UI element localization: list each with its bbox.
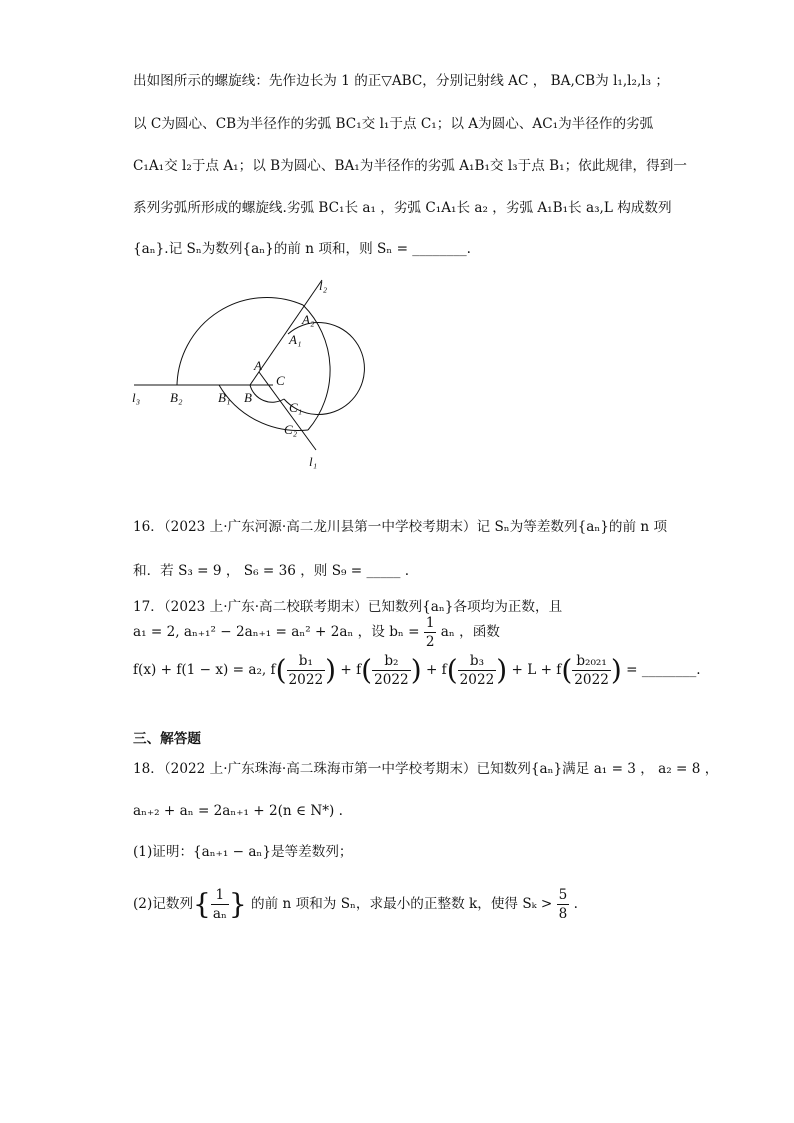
p17-plus-f-1: + f [340,662,362,678]
p17-f4 [572,652,611,689]
p17-f2-den: 2022 [374,672,409,688]
p17-frac-half-den: 2 [425,634,435,650]
p17-f3-den: 2022 [459,672,495,688]
p15-line1: 出如图所示的螺旋线：先作边长为 1 的正▽ABC，分别记射线 AC ， BA,CB为 l₁,l₂,l₃ ； [133,73,670,89]
p18-part2-c: . [573,896,578,912]
p17-ellipsis: + L + f [511,662,562,678]
p17-frac-half [424,614,437,651]
p15-line4: 系列劣弧所形成的螺旋线.劣弧 BC₁长 a₁ ，劣弧 C₁A₁长 a₂ ，劣弧 A₁B₁长 a₃,L 构成数列 [133,200,672,216]
p17-f3-num: b₃ [458,652,497,671]
p16-line2: 和．若 S₃ = 9 ， S₆ = 36 ，则 S₉ = _____ . [133,563,410,579]
label-b1: B₁ [218,390,231,405]
p18-part2: (2)记数列{ $\frac{1}{\text{aₙ}}$ } 的前 n 项和为 Sₙ，求最小的正整数 k，使得 Sₖ > $\frac{5}{8}$ . [133,887,578,922]
p18-part1: (1)证明：{aₙ₊₁ − aₙ}是等差数列； [133,844,353,860]
p17-eq: = ________. [626,662,701,678]
label-b2: B₂ [170,390,183,405]
label-c1: C₁ [289,400,303,415]
p18-frac-recip [211,886,229,923]
p18-frac-58 [557,886,570,923]
p17-f4-num: b₂₀₂₁ [572,652,611,671]
p16-line1: 16．（2023 上·广东河源·高二龙川县第一中学校考期末）记 Sₙ为等差数列{aₙ}的前 n 项 [133,519,668,535]
p18-part2-a: (2)记数列 [133,896,194,912]
p17-line3: f(x) + f(1 − x) = a₂, f( $\frac{\text{b₁}}{2022}$ ) + f( $\frac{\text{b₂}}{2022}$ ) + f( $\frac{\text{b₃}}{2022}$ ) + L + f( $\frac{\text{b₂₀₂₁}}{2022}$ ) = ________. [133,653,701,688]
p18-frac-58-num: 5 [558,887,568,903]
p17-f3 [458,652,497,689]
p17-f4-den: 2022 [574,672,609,688]
label-l1: l₁ [309,454,318,469]
p15-line5: {aₙ}.记 Sₙ为数列{aₙ}的前 n 项和，则 Sₙ = ________. [133,241,471,257]
ray-l1 [259,372,316,450]
p17-line2-a: a₁ = 2, aₙ₊₁² − 2aₙ₊₁ = aₙ² + 2aₙ ，设 bₙ = [133,624,420,640]
p17-line2 [133,614,500,651]
p18-line2: aₙ₊₂ + aₙ = 2aₙ₊₁ + 2(n ∈ N*) . [133,803,343,819]
label-a: A [254,358,262,373]
p17-frac-half-num: 1 [425,615,435,631]
section-title: 三、解答题 [133,731,201,747]
p17-line3-a: f(x) + f(1 − x) = a₂, f [133,662,276,678]
p15-line2: 以 C为圆心、CB为半径作的劣弧 BC₁交 l₁于点 C₁；以 A为圆心、AC₁为半径作的劣弧 [133,116,654,132]
p17-line2-b: aₙ ，函数 [440,624,500,640]
label-c2: C₂ [284,422,298,437]
p18-frac-recip-den: aₙ [212,906,227,922]
p17-line1: 17．（2023 上·广东·高二校联考期末）已知数列{aₙ}各项均为正数，且 [133,599,563,615]
label-l3: l₃ [132,390,141,405]
label-l2: l₂ [319,278,328,293]
label-c: C [276,373,285,388]
p17-f1-num: b₁ [287,652,326,671]
label-a1: A₁ [289,332,302,347]
label-a2: A₂ [302,312,315,327]
p18-frac-recip-num: 1 [211,886,229,905]
p18-line1: 18．（2022 上·广东珠海·高二珠海市第一中学校考期末）已知数列{aₙ}满足 a₁ = 3 ， a₂ = 8 ， [133,761,719,777]
p17-plus-f-2: + f [425,662,447,678]
p17-f2 [372,652,411,689]
spiral-figure [126,272,366,472]
p18-frac-58-den: 8 [558,906,568,922]
p17-f1-den: 2022 [288,672,324,688]
p15-line3: C₁A₁交 l₂于点 A₁；以 B为圆心、BA₁为半径作的劣弧 A₁B₁交 l₃于点 B₁；依此规律，得到一 [133,158,687,174]
p17-f1 [287,652,326,689]
p17-f2-num: b₂ [372,652,411,671]
label-b: B [244,390,252,405]
arc-outer [177,297,303,385]
p18-part2-b: 的前 n 项和为 Sₙ，求最小的正整数 k，使得 Sₖ > [251,896,553,912]
